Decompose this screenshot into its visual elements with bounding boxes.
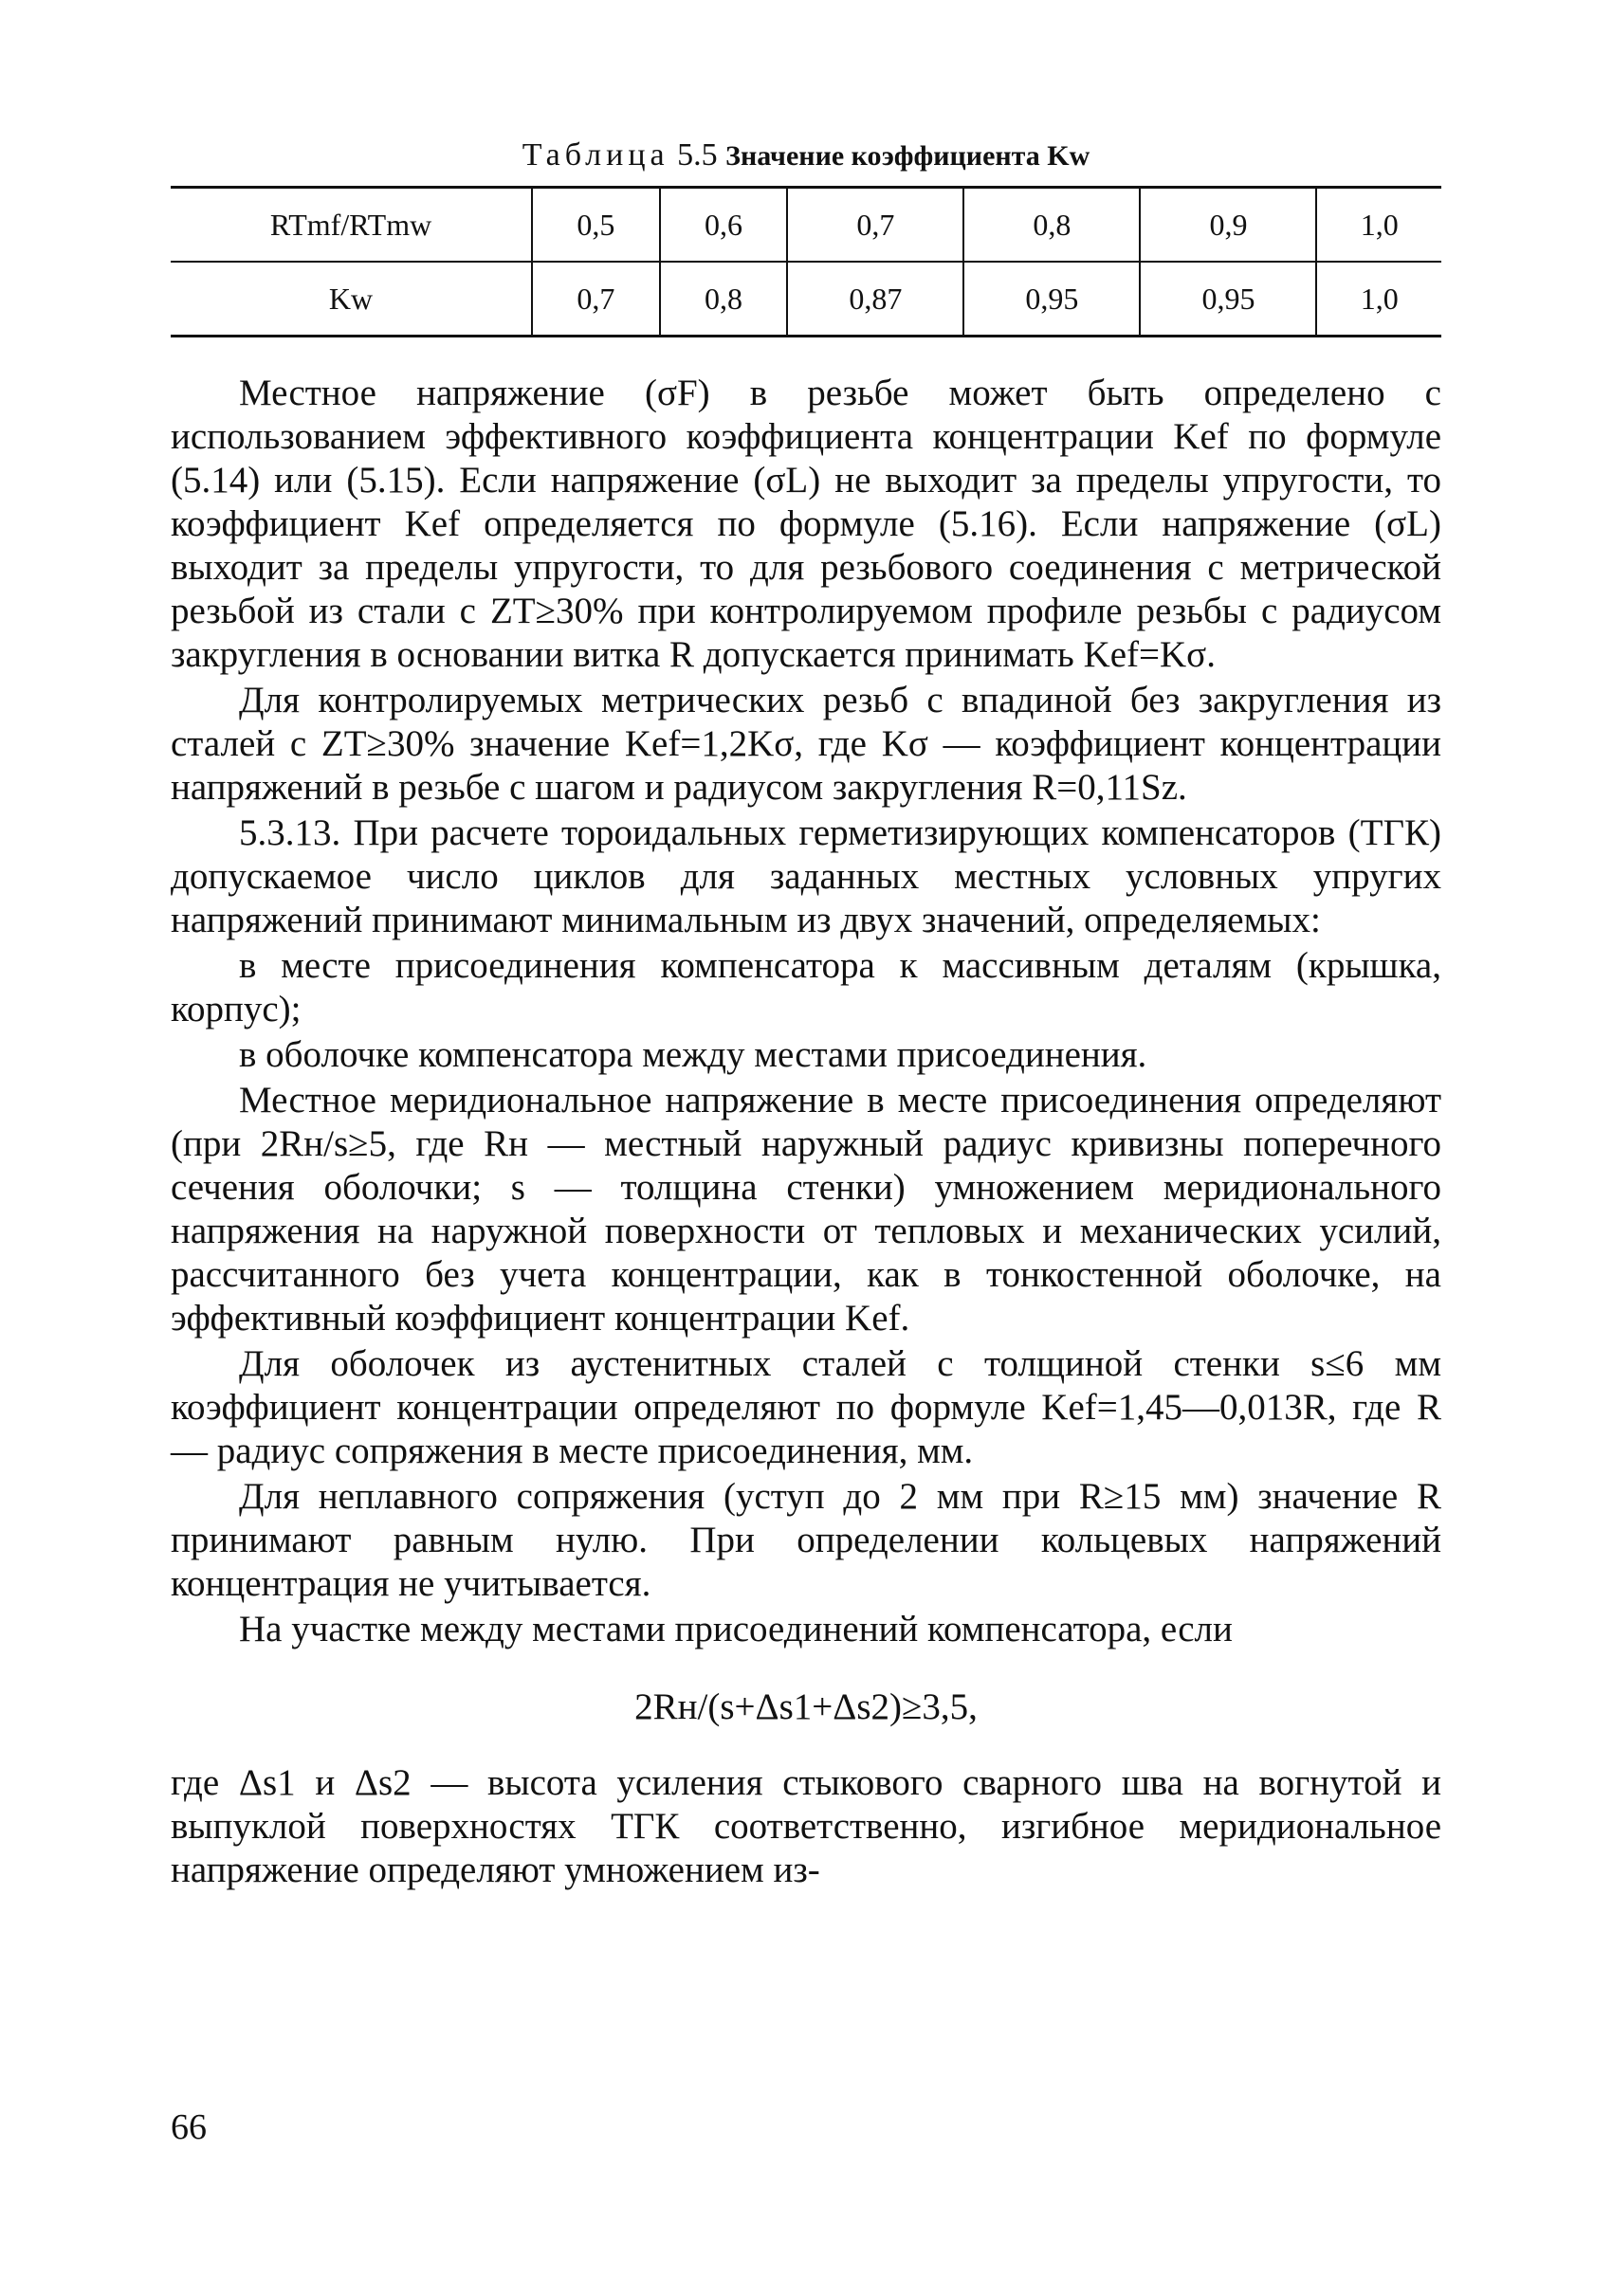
formula: 2Rн/(s+Δs1+Δs2)≥3,5, [634,1686,978,1727]
table-header-cell: 0,7 [787,188,963,263]
table-row-label: Kw [171,262,532,337]
table-caption-prefix: Таблица [522,137,669,173]
table-cell: 0,95 [963,262,1140,337]
paragraph: На участке между местами присоединений компенсатора, если [239,1609,1233,1649]
page-number: 66 [171,2107,207,2147]
paragraph: Местное меридиональное напряжение в месте присоединения определяют (при 2Rн/s≥5, где Rн — местный наружный радиус кривизны поперечного сечения оболочки; s — толщина стенки) умножением меридионального напряжения на наружной поверхности от тепловых и механических усилий, рассчитанного без учета концентрации, как в тонкостенной оболочке, на эффективный коэффициент концентрации Kef. [171,1080,1441,1339]
table-header-cell: 0,8 [963,188,1140,263]
table-cell: 0,95 [1140,262,1316,337]
table-caption-number: 5.5 [677,137,718,173]
kw-coefficient-table [171,186,1441,337]
paragraph: Для неплавного сопряжения (уступ до 2 мм при R≥15 мм) значение R принимают равным нулю. При определении кольцевых напряжений концентрация не учитывается. [171,1476,1441,1604]
table-header-row [171,188,1441,263]
table-cell: 0,8 [660,262,788,337]
table-header-cell: 1,0 [1316,188,1441,263]
table-header-cell: 0,5 [532,188,660,263]
table-header-label: RTmf/RTmw [171,188,532,263]
table-cell: 0,87 [787,262,963,337]
body-text [171,372,1441,1892]
paragraph: в оболочке компенсатора между местами присоединения. [239,1034,1147,1075]
table-header-cell: 0,9 [1140,188,1316,263]
document-page [171,0,1441,2296]
paragraph: 5.3.13. При расчете тороидальных герметизирующих компенсаторов (ТГК) допускаемое число циклов для заданных местных условных упругих напряжений принимают минимальным из двух значений, определяемых: [171,812,1441,940]
table-caption-title: Значение коэффициента Kw [725,140,1090,172]
paragraph: Местное напряжение (σF) в резьбе может быть определено с использованием эффективного коэффициента концентрации Kef по формуле (5.14) или (5.15). Если напряжение (σL) не выходит за пределы упругости, то коэффициент Kef определяется по формуле (5.16). Если напряжение (σL) выходит за пределы упругости, то для резьбового соединения с метрической резьбой из стали с ZT≥30% при контролируемом профиле резьбы с радиусом закругления в основании витка R допускается принимать Kef=Kσ. [171,373,1441,675]
table-header-cell: 0,6 [660,188,788,263]
paragraph: Для контролируемых метрических резьб с впадиной без закругления из сталей с ZT≥30% значение Kef=1,2Kσ, где Kσ — коэффициент концентрации напряжений в резьбе с шагом и радиусом закругления R=0,11Sz. [171,680,1441,808]
table-cell: 1,0 [1316,262,1441,337]
table-caption [171,135,1441,177]
table-row [171,262,1441,337]
table-cell: 0,7 [532,262,660,337]
paragraph: в месте присоединения компенсатора к массивным деталям (крышка, корпус); [171,945,1441,1030]
paragraph: Для оболочек из аустенитных сталей с толщиной стенки s≤6 мм коэффициент концентрации определяют по формуле Kef=1,45—0,013R, где R — радиус сопряжения в месте присоединения, мм. [171,1343,1441,1471]
paragraph-after-formula: где Δs1 и Δs2 — высота усиления стыкового сварного шва на вогнутой и выпуклой поверхностях ТГК соответственно, изгибное меридиональное напряжение определяют умножением из- [171,1762,1441,1890]
